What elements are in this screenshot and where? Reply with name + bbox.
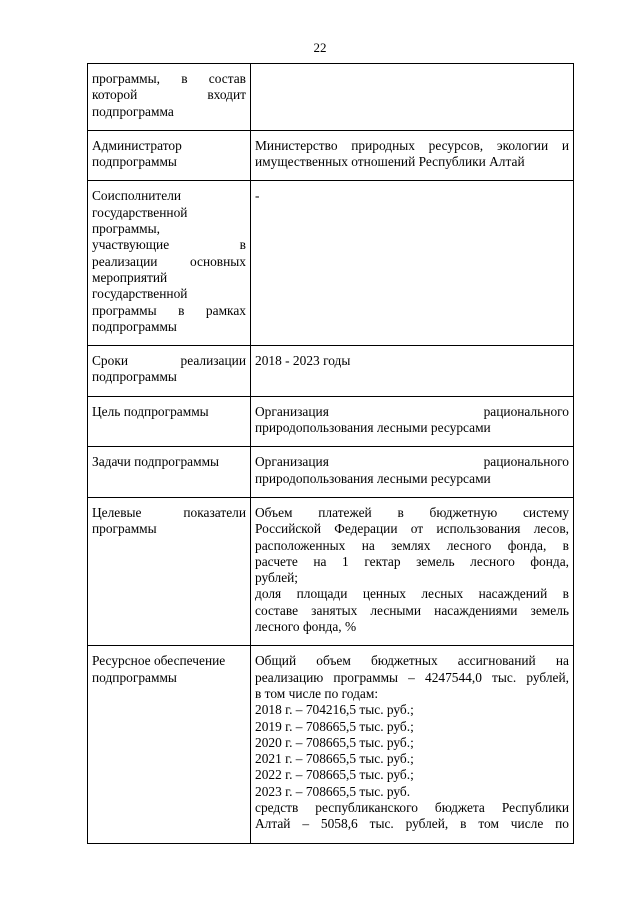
label-line: Соисполнители: [92, 188, 182, 204]
row-value-cell: [251, 646, 574, 843]
label-line: подпрограммы: [92, 369, 177, 385]
subprogram-passport-table: [87, 63, 574, 844]
value-line: 2019 г. – 708665,5 тыс. руб.;: [255, 718, 414, 734]
row-label-cell: [88, 646, 251, 843]
row-value-cell: [251, 64, 574, 131]
value-line: расчете на 1 гектар земель лесного фонда,: [255, 553, 569, 569]
label-line: подпрограммы: [92, 669, 177, 685]
label-line: подпрограммы: [92, 154, 177, 170]
value-line: Алтай – 5058,6 тыс. рублей, в том числе по: [255, 816, 569, 832]
value-line: Организация рационального: [255, 403, 569, 419]
label-line: Целевые показатели: [92, 504, 246, 520]
label-line: реализации основных: [92, 253, 246, 269]
row-value-cell: [251, 447, 574, 498]
table-row: [88, 130, 574, 181]
table-row: [88, 497, 574, 645]
value-line: природопользования лесными ресурсами: [255, 470, 491, 486]
row-label-cell: [88, 346, 251, 397]
label-line: подпрограмма: [92, 103, 174, 119]
label-line: Цель подпрограммы: [92, 403, 209, 419]
row-label-cell: [88, 447, 251, 498]
table-row: [88, 346, 574, 397]
row-label-cell: [88, 64, 251, 131]
row-label-cell: [88, 130, 251, 181]
value-line: рублей;: [255, 570, 299, 586]
value-line: средств республиканского бюджета Республики: [255, 799, 569, 815]
value-line: 2018 - 2023 годы: [255, 353, 351, 369]
label-line: подпрограммы: [92, 318, 177, 334]
row-label-cell: [88, 497, 251, 645]
value-line: составе занятых лесными насаждениями земель: [255, 602, 569, 618]
table-row: [88, 447, 574, 498]
value-line: Российской Федерации от использования лесов,: [255, 521, 569, 537]
table-row: [88, 396, 574, 447]
value-line: Общий объем бюджетных ассигнований на: [255, 653, 569, 669]
page-number: 22: [313, 40, 327, 55]
value-line: лесного фонда, %: [255, 619, 357, 635]
row-value-cell: [251, 130, 574, 181]
label-line: программы в рамках: [92, 302, 246, 318]
label-line: программы,: [92, 221, 160, 237]
value-line: 2020 г. – 708665,5 тыс. руб.;: [255, 734, 414, 750]
table-row: [88, 64, 574, 131]
row-value-cell: [251, 181, 574, 346]
value-line: 2018 г. – 704216,5 тыс. руб.;: [255, 702, 414, 718]
label-line: участвующие в: [92, 237, 246, 253]
row-label-cell: [88, 396, 251, 447]
label-line: программы, в состав: [92, 71, 246, 86]
label-line: программы: [92, 521, 157, 537]
label-line: Задачи подпрограммы: [92, 454, 220, 470]
value-line: доля площади ценных лесных насаждений в: [255, 586, 569, 602]
table-row: [88, 181, 574, 346]
label-line: Сроки реализации: [92, 353, 246, 369]
value-line: -: [255, 188, 260, 204]
table-row: [88, 646, 574, 843]
value-line: 2021 г. – 708665,5 тыс. руб.;: [255, 751, 414, 767]
value-line: имущественных отношений Республики Алтай: [255, 154, 525, 170]
value-line: реализацию программы – 4247544,0 тыс. рублей,: [255, 669, 569, 685]
label-line: государственной: [92, 286, 188, 302]
label-line: Ресурсное обеспечение: [92, 653, 226, 669]
label-line: мероприятий: [92, 269, 168, 285]
label-line: которой входит: [92, 87, 246, 103]
value-line: в том числе по годам:: [255, 685, 379, 701]
value-line: расположенных на землях лесного фонда, в: [255, 537, 569, 553]
table-body: [88, 64, 574, 844]
row-value-cell: [251, 497, 574, 645]
value-line: 2022 г. – 708665,5 тыс. руб.;: [255, 767, 414, 783]
label-line: государственной: [92, 204, 188, 220]
row-value-cell: [251, 396, 574, 447]
value-line: природопользования лесными ресурсами: [255, 420, 491, 436]
row-value-cell: [251, 346, 574, 397]
label-line: Администратор: [92, 137, 182, 153]
value-line: Организация рационального: [255, 454, 569, 470]
value-line: Объем платежей в бюджетную систему: [255, 504, 569, 520]
row-label-cell: [88, 181, 251, 346]
value-line: Министерство природных ресурсов, экологии и: [255, 137, 569, 153]
value-line: 2023 г. – 708665,5 тыс. руб.: [255, 783, 411, 799]
